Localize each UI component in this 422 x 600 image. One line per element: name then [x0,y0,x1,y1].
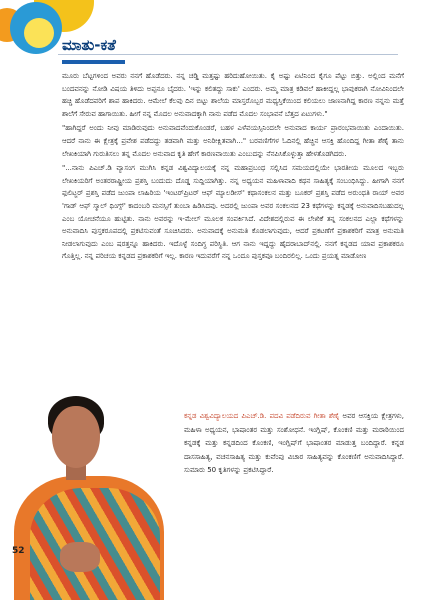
bio-text: ಅವರ ಆಸಕ್ತಿಯ ಕ್ಷೇತ್ರಗಳು, ಮಹಿಳಾ ಅಧ್ಯಯನ, ಭಾಷಾಂತರ ಮತ್ತು ಸಂಶೋಧನೆ. ಇಂಗ್ಲಿಷ್, ಕೊಂಕಣಿ ಮತ್ತು ಮರಾಠಿಯಿಂದ ಕನ್ನಡಕ್ಕೆ ಮತ್ತು ಕನ್ನಡದಿಂದ ಕೊಂಕಣಿ, ಇಂಗ್ಲಿಷ್‌ಗೆ ಭಾಷಾಂತರ ಮಾಡುತ್ತ ಬಂದಿದ್ದಾರೆ. ಕನ್ನಡ ದಾಸಸಾಹಿತ್ಯ, ವಚನಸಾಹಿತ್ಯ ಮತ್ತು ಕುವೆಂಪು ವಿಚಾರ ಸಾಹಿತ್ಯವನ್ನು ಕೊಂಕಣಿಗೆ ಅನುವಾದಿಸಿದ್ದಾರೆ. ಸುಮಾರು 50 ಕೃತಿಗಳನ್ನು ಪ್ರಕಟಿಸಿದ್ದಾರೆ. [184,412,404,475]
paragraph: "ಹಾಗಿದ್ದರೆ ಅಂದು ನೀವು ಮಾಡಿರುವುದು ಅನುವಾದವೆಂದುಕೊಂಡರೆ, ಬಹಳ ಎಳೆವಯಸ್ಸಿನಿಂದಲೇ ಅನುವಾದ ಕಾರ್ಯ ಪ್ರಾರಂಭವಾಯಿತು ಎಂದಾಯಿತು. ಆದರೆ ನಾನು ಈ ಕ್ಷೇತ್ರಕ್ಕೆ ಪ್ರವೇಶ ಪಡೆದದ್ದು ತಡವಾಗಿ ಮತ್ತು ಅನಿರೀಕ್ಷಿತವಾಗಿ..." ಬರವಣಿಗೆಗಳ ಓದಿನಲ್ಲಿ ಹೆಚ್ಚಿನ ಆಸಕ್ತಿ ಹೊಂದಿದ್ದ ಗೀತಾ ಶೆಣೈ ತಾನು ಲೇಖಕಿಯಾಗಿ ಗುರುತಿಸಲು ತನ್ನ ಮೊದಲ ಅನುವಾದ ಕೃತಿ ಹೇಗೆ ಕಾರಣವಾಯಿತು ಎಂಬುದನ್ನು ನೆನಪಿಸಿಕೊಳ್ಳುತ್ತಾ ಹೇಳತೊಡಗಿದರು. [62,124,404,158]
header-divider [58,54,398,55]
page-number: 52 [12,546,25,556]
paragraph: "...ನಾನು ಪಿಎಚ್.ಡಿ ವ್ಯಾಸಂಗ ಮುಗಿಸಿ ಕನ್ನಡ ವಿಶ್ವವಿದ್ಯಾಲಯಕ್ಕೆ ನನ್ನ ಮಹಾಪ್ರಬಂಧ ಸಲ್ಲಿಸಿದ ಸಮಯದಲ್ಲಿಯೇ ಭಾರತೀಯ ಮೂಲದ ಇಬ್ಬರು ಲೇಖಕಿಯರಿಗೆ ಅಂತರರಾಷ್ಟ್ರೀಯ ಪ್ರಶಸ್ತಿ ಬಂದುದು ದೊಡ್ಡ ಸುದ್ದಿಯಾಗಿತ್ತು. ನನ್ನ ಅಧ್ಯಯನ ಮಹಿಳಾವಾದಿ ಕಥನ ಸಾಹಿತ್ಯಕ್ಕೆ ಸಂಬಂಧಿಸಿದ್ದು. ಹೀಗಾಗಿ ನನಗೆ ಫುಲಿಟ್ಜರ್ ಪ್ರಶಸ್ತಿ ಪಡೆದ ಜುಂಪಾ ಲಾಹಿರಿಯ 'ಇಂಟರ್‌ಪ್ರಿಟರ್ ಆಫ್ ಮ್ಯಾಲಡೀಸ್' ಕಥಾಸಂಕಲನ ಮತ್ತು ಬೂಕರ್ ಪ್ರಶಸ್ತಿ ಪಡೆದ ಅರುಂಧತಿ ರಾಯ್ ಅವರ 'ಗಾಡ್ ಆಫ್ ಸ್ಮಾಲ್ ಥಿಂಗ್ಸ್' ಕಾದಂಬರಿ ಮನಸ್ಸಿಗೆ ತುಂಬಾ ಹಿಡಿಸಿದವು. ಅದರಲ್ಲಿ ಜುಂಪಾ ಅವರ ಸಂಕಲನದ 23 ಕಥೆಗಳನ್ನು ಕನ್ನಡಕ್ಕೆ ಅನುವಾದಿಸಬಹುದಲ್ಲ ಎಂಬ ಯೋಚನೆಯೂ ಹುಟ್ಟಿತು. ನಾನು ಅವರನ್ನು ಇ-ಮೇಲ್ ಮೂಲಕ ಸಂಪರ್ಕಿಸಿದೆ. ವಿದೇಶದಲ್ಲಿರುವ ಈ ಲೇಖಿಕೆ ತನ್ನ ಸಂಕಲನದ ಎಲ್ಲಾ ಕಥೆಗಳನ್ನು ಅನುವಾದಿಸಿ ಪುಸ್ತಕರೂಪದಲ್ಲಿ ಪ್ರಕಟಿಸುವಂತೆ ಸೂಚಿಸಿದರು. ಅನುವಾದಕ್ಕೆ ಅನುಮತಿ ಕೊಡಲಾಗುವುದು, ಆದರೆ ಪ್ರಕಟಣೆಗೆ ಪ್ರಕಾಶಕರಿಗೆ ಮಾತ್ರ ಅನುಮತಿ ನೀಡಲಾಗುವುದು ಎಂಬ ಷರತ್ತನ್ನೂ ಹಾಕಿದರು. ಇದೊಳ್ಳೆ ಸಂದಿಗ್ಧ ಪರಿಸ್ಥಿತಿ. ಆಗ ನಾನು ಇದ್ದದ್ದು ಹೈದರಾಬಾದ್‌ನಲ್ಲಿ. ನನಗೆ ಕನ್ನಡದ ಯಾವ ಪ್ರಕಾಶಕರೂ ಗೊತ್ತಿಲ್ಲ. ನನ್ನ ಪರಿಚಯ ಕನ್ನಡದ ಪ್ರಕಾಶಕರಿಗೆ ಇಲ್ಲ. ಕಾರಣ ಇದುವರೆಗೆ ನನ್ನ ಒಂದೂ ಪುಸ್ತಕವೂ ಬಂದಿರಲಿಲ್ಲ. ಒಂದು ಪ್ರಯತ್ನ ಮಾಡೋಣ [62,164,404,261]
decorative-circle [24,18,54,48]
section-title: ಮಾತು-ಕತೆ [62,36,116,54]
bio-intro: ಕನ್ನಡ ವಿಶ್ವವಿದ್ಯಾಲಯದ ಪಿಎಚ್.ಡಿ. ಪದವಿ ಪಡೆದಿರುವ ಗೀತಾ ಶೆಣೈ [184,412,340,420]
author-bio [184,410,404,478]
paragraph: ಮೂರು ಬೆಟ್ಟಗಳಿಂದ ಅವರು ನನಗೆ ಹೊಡೆದರು. ನನ್ನ ಚಡ್ಡಿ ಮತ್ತಷ್ಟು ಹರಿದುಹೋಯಿತು. ಕೈ ಅಷ್ಟು ಏಟಿನಿಂದ ಕೈಗೂ ಪೆಟ್ಟು ಬಿತ್ತು. ಅಲ್ಲಿಂದ ಮನೆಗೆ ಬಂದವನನ್ನು ನೋಡಿ ವಿಷಯ ತಿಳಿದು ಅಪ್ಪನೂ ಬೈದರು. 'ಇನ್ನು ಕಲಿತದ್ದು ಸಾಕು' ಎಂದರು. ಅಮ್ಮ ಮಾತ್ರ ಕಡಿವಲೆ ಹಾಕೀದ್ದಲ್ಲ ಭಾವುಕರಾಗಿ ನೋವಿನಿಂದಲೇ ಹಚ್ಚಿ ಹೊಡೆದವರಿಗೆ ಶಾಪ ಹಾಕಿದರು. ಆಮೇಲೆ ಕೆಲವು ದಿನ ಬಿಟ್ಟು ಶಾಲೆಯ ಮಾಸ್ತರೊಬ್ಬರ ಮಧ್ಯಸ್ತಿಕೆಯಿಂದ ಕಲಿಯಲು ಜಾಣನಾಗಿದ್ದ ಕಾರಣ ನನ್ನನು ಮತ್ತೆ ಶಾಲೆಗೆ ಸೇರುವ ಹಾಗಾಯಿತು. ಹೀಗೆ ನನ್ನ ಮೊದಲ ಅನುವಾದಕ್ಕಾಗಿ ನಾನು ಪಡೆದ ಮೊದಲ ಸಂಭಾವನೆ ಬೆತ್ತದ ಏಟುಗಳು." [62,72,404,118]
title-underline [62,60,125,64]
article-body [62,70,404,265]
author-photo [0,392,176,600]
